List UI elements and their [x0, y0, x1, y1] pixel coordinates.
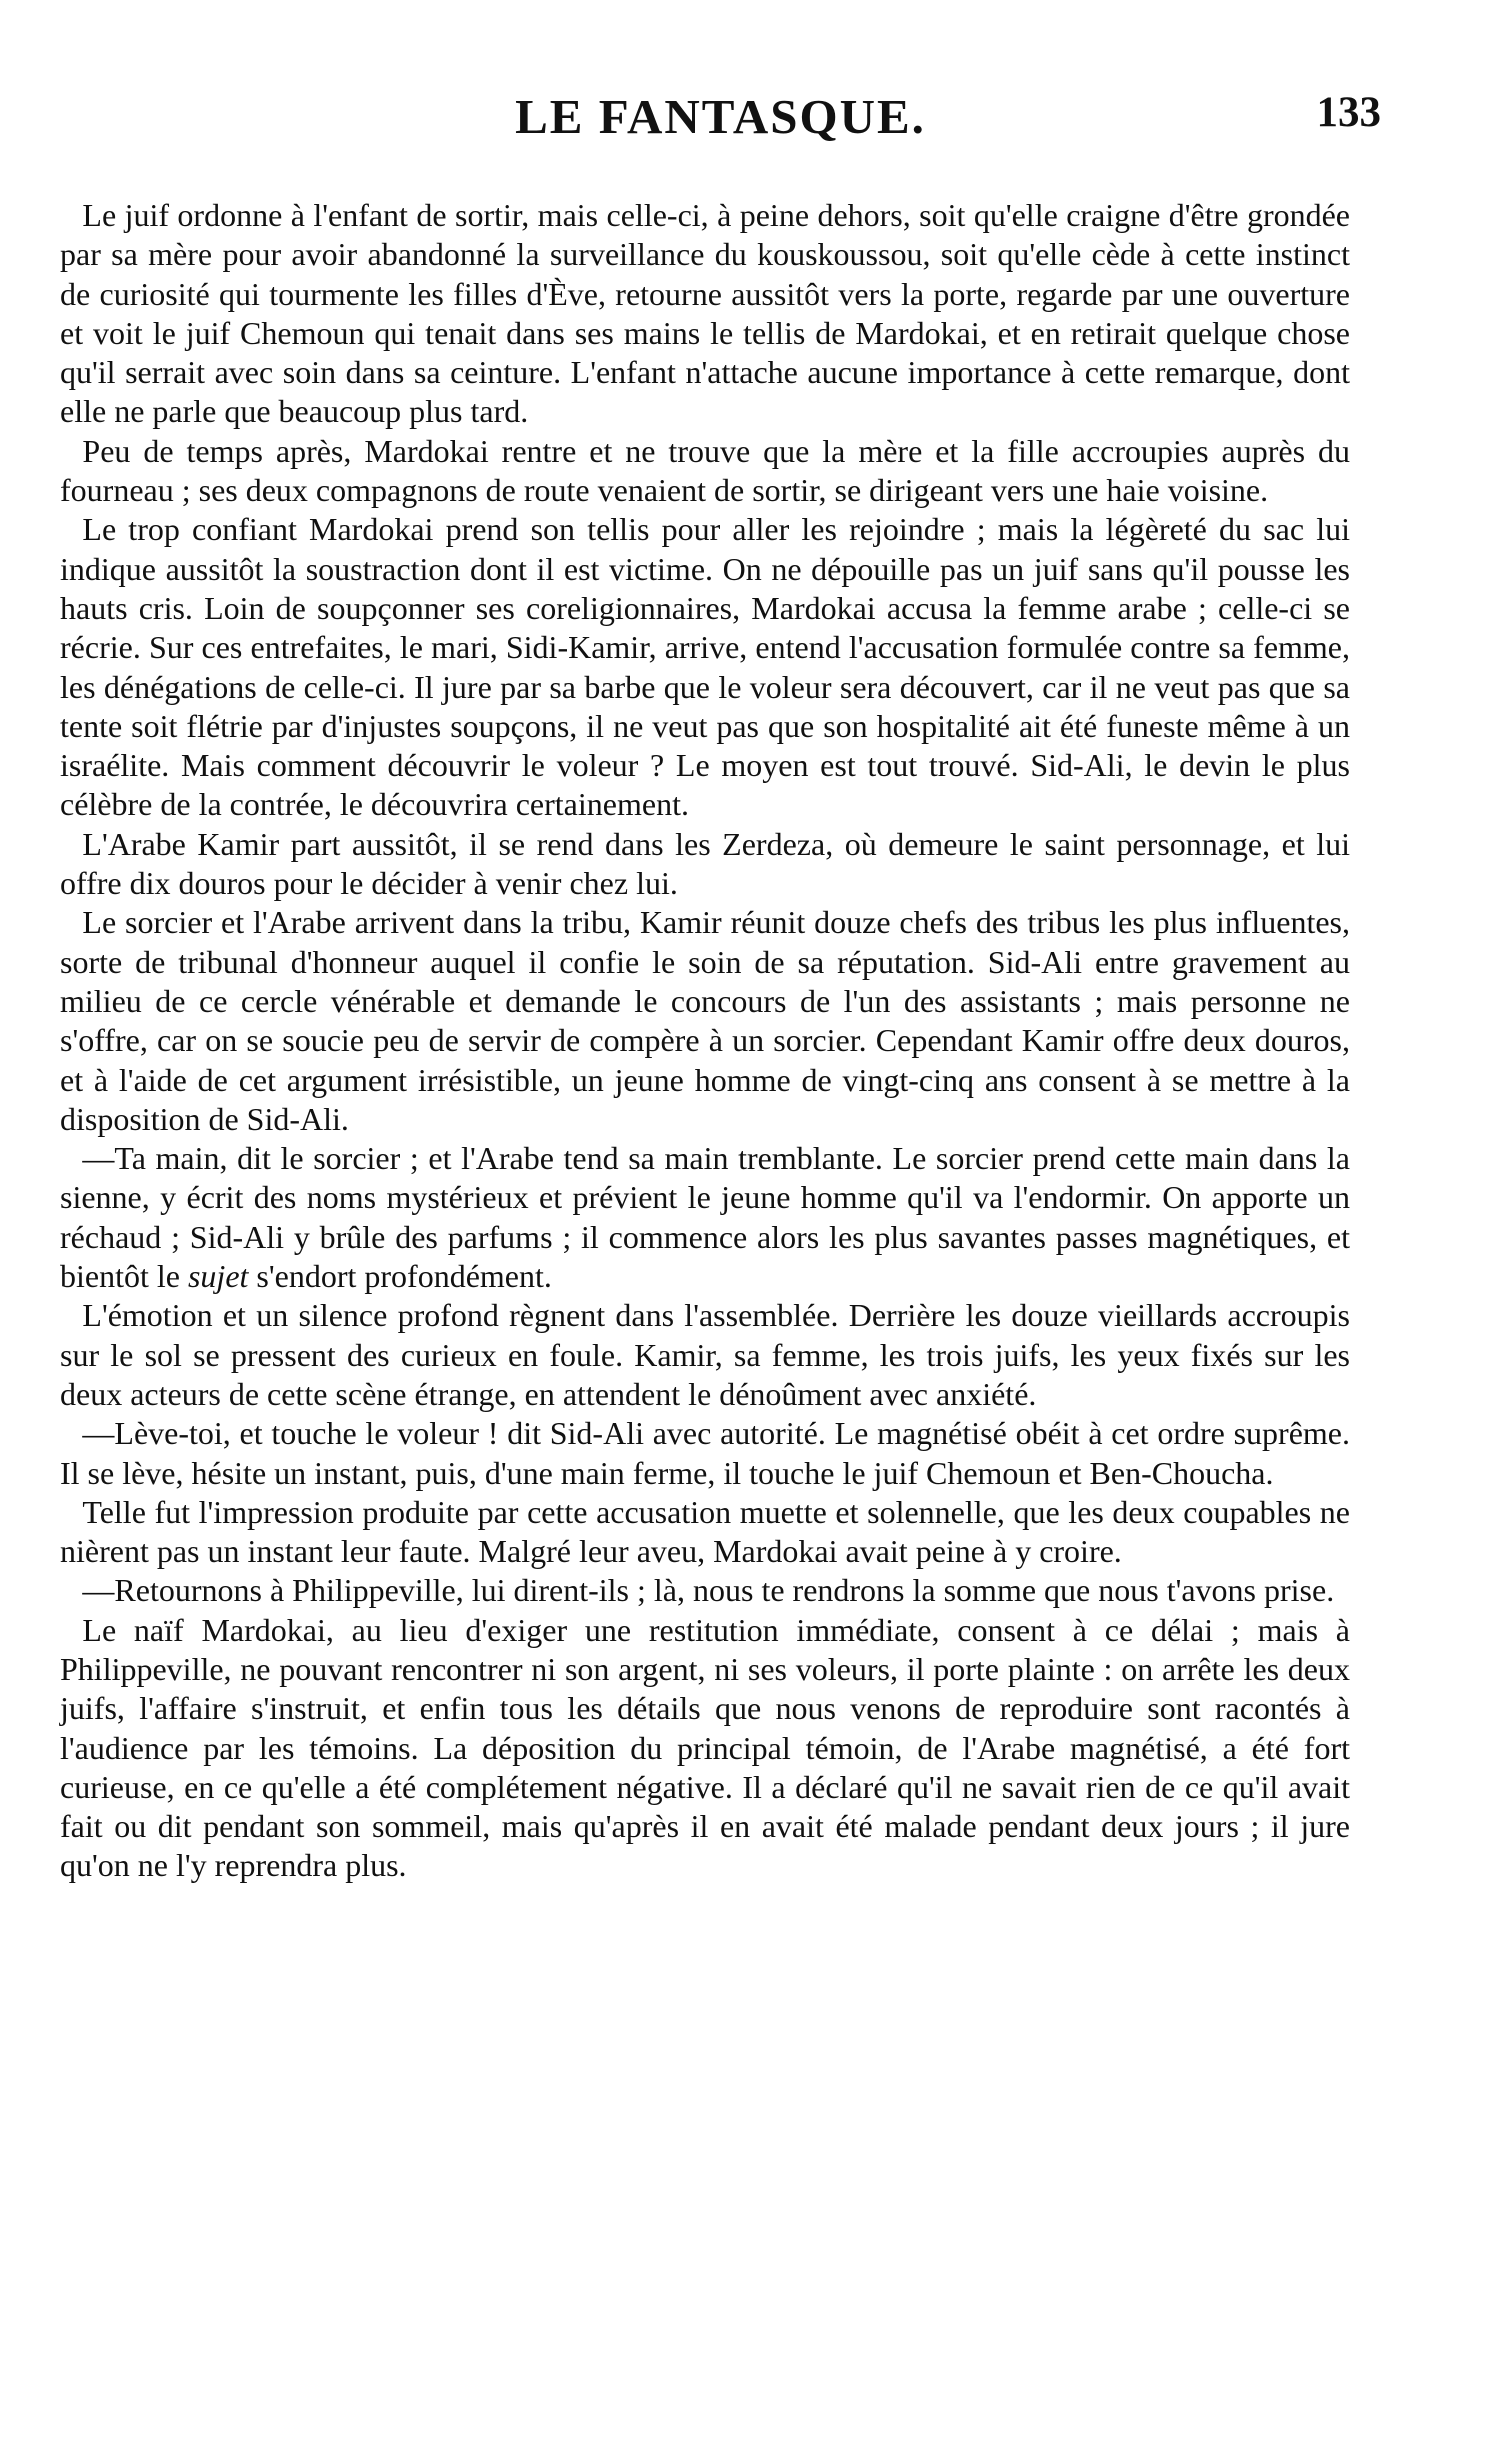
running-title: LE FANTASQUE.: [515, 89, 926, 144]
paragraph: Le juif ordonne à l'enfant de sortir, mais celle-ci, à peine dehors, soit qu'elle craigne d'être grondée par sa mère pour avoir abandonné la surveillance du kouskoussou, soit qu'elle cède à cette instinct de curiosité qui tourmente les filles d'Ève, retourne aussitôt vers la porte, regarde par une ouverture et voit le juif Chemoun qui tenait dans ses mains le tellis de Mardokai, et en retirait quelque chose qu'il serrait avec soin dans sa ceinture. L'enfant n'attache aucune importance à cette remarque, dont elle ne parle que beaucoup plus tard.: [60, 197, 1350, 430]
body-text: [60, 196, 1350, 1886]
paragraph: Peu de temps après, Mardokai rentre et ne trouve que la mère et la fille accroupies auprès du fourneau ; ses deux compagnons de route venaient de sortir, se dirigeant vers une haie voisine.: [60, 432, 1350, 509]
paragraph: —Lève-toi, et touche le voleur ! dit Sid-Ali avec autorité. Le magnétisé obéit à cet ordre suprême. Il se lève, hésite un instant, puis, d'une main ferme, il touche le juif Chemoun et Ben-Choucha.: [60, 1415, 1350, 1491]
paragraph: Le naïf Mardokai, au lieu d'exiger une restitution immédiate, consent à ce délai ; mais à Philippeville, ne pouvant rencontrer ni son argent, ni ses voleurs, il porte plainte : on arrête les deux juifs, l'affaire s'instruit, et enfin tous les détails que nous venons de reproduire sont racontés à l'audience par les témoins. La déposition du principal témoin, de l'Arabe magnétisé, a été fort curieuse, en ce qu'elle a été complétement négative. Il a déclaré qu'il ne savait rien de ce qu'il avait fait ou dit pendant son sommeil, mais qu'après il en avait été malade pendant deux jours ; il jure qu'on ne l'y reprendra plus.: [60, 1611, 1350, 1884]
page-header: [60, 88, 1381, 158]
italic-word: sujet: [187, 1258, 249, 1295]
paragraph: L'Arabe Kamir part aussitôt, il se rend dans les Zerdeza, où demeure le saint personnage, et lui offre dix douros pour le décider à venir chez lui.: [60, 825, 1350, 902]
page-number: 133: [1316, 89, 1381, 136]
paragraph: L'émotion et un silence profond règnent dans l'assemblée. Derrière les douze vieillards accroupis sur le sol se pressent des curieux en foule. Kamir, sa femme, les trois juifs, les yeux fixés sur les deux acteurs de cette scène étrange, en attendent le dénoûment avec anxiété.: [60, 1297, 1350, 1412]
paragraph: Telle fut l'impression produite par cette accusation muette et solennelle, que les deux coupables ne nièrent pas un instant leur faute. Malgré leur aveu, Mardokai avait peine à y croire.: [60, 1493, 1350, 1570]
paragraph-with-italic: —Ta main, dit le sorcier ; et l'Arabe tend sa main tremblante. Le sorcier prend cette main dans la sienne, y écrit des noms mystérieux et prévient le jeune homme qu'il va l'endormir. On apporte un réchaud ; Sid-Ali y brûle des parfums ; il commence alors les plus savantes passes magnétiques, et bientôt le sujet s'endort profondément.: [60, 1140, 1350, 1295]
paragraph: —Retournons à Philippeville, lui dirent-ils ; là, nous te rendrons la somme que nous t'avons prise.: [82, 1572, 1335, 1609]
paragraph: Le trop confiant Mardokai prend son tellis pour aller les rejoindre ; mais la légèreté du sac lui indique aussitôt la soustraction dont il est victime. On ne dépouille pas un juif sans qu'il pousse les hauts cris. Loin de soupçonner ses coreligionnaires, Mardokai accusa la femme arabe ; celle-ci se récrie. Sur ces entrefaites, le mari, Sidi-Kamir, arrive, entend l'accusation formulée contre sa femme, les dénégations de celle-ci. Il jure par sa barbe que le voleur sera découvert, car il ne veut pas que sa tente soit flétrie par d'injustes soupçons, il ne veut pas que son hospitalité ait été funeste même à un israélite. Mais comment découvrir le voleur ? Le moyen est tout trouvé. Sid-Ali, le devin le plus célèbre de la contrée, le découvrira certainement.: [60, 511, 1350, 823]
paragraph: Le sorcier et l'Arabe arrivent dans la tribu, Kamir réunit douze chefs des tribus les plus influentes, sorte de tribunal d'honneur auquel il confie le soin de sa réputation. Sid-Ali entre gravement au milieu de ce cercle vénérable et demande le concours de l'un des assistants ; mais personne ne s'offre, car on se soucie peu de servir de compère à un sorcier. Cependant Kamir offre deux douros, et à l'aide de cet argument irrésistible, un jeune homme de vingt-cinq ans consent à se mettre à la disposition de Sid-Ali.: [60, 904, 1350, 1137]
